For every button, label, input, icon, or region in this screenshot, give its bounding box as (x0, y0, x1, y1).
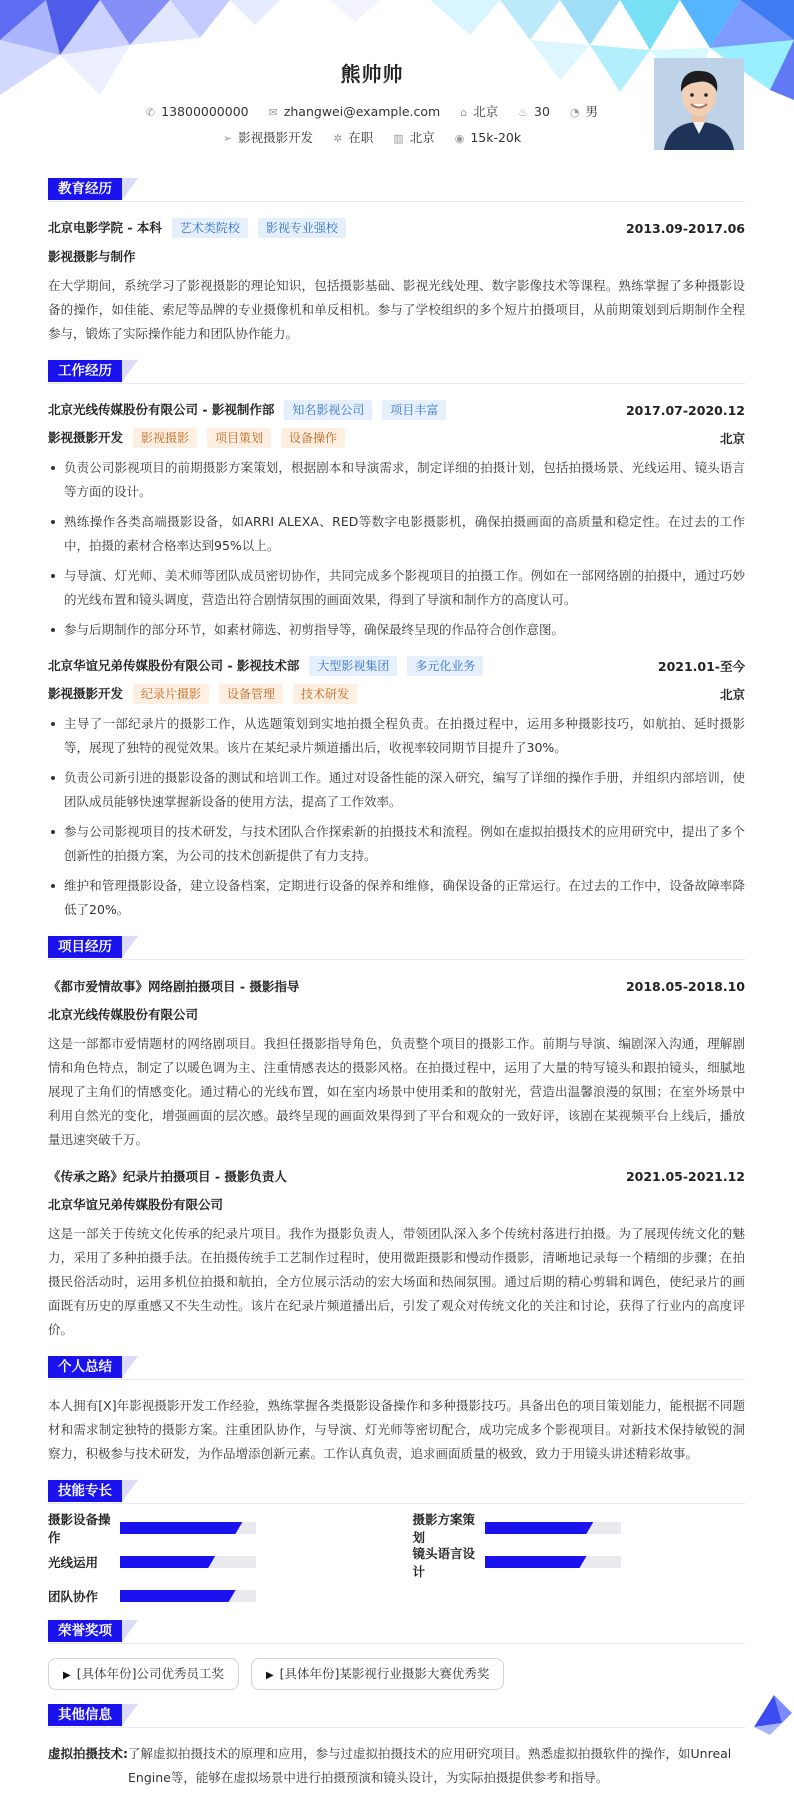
play-icon: ▶ (265, 1670, 274, 1681)
job-city: 北京 (719, 687, 745, 702)
other-info-row (48, 1742, 745, 1790)
status-icon: ✲ (333, 132, 343, 145)
gender-text: 男 (585, 104, 599, 119)
building-icon: ▥ (393, 132, 404, 145)
position-item (223, 128, 313, 146)
skill-tag: 设备操作 (281, 428, 345, 448)
date-range: 2017.07-2020.12 (625, 402, 745, 418)
city-item (393, 128, 434, 146)
skill-bar-fill (120, 1590, 236, 1602)
play-icon: ▶ (63, 1670, 71, 1681)
company-tag: 项目丰富 (382, 400, 446, 420)
skill-tag: 项目策划 (207, 428, 271, 448)
skill-bar (120, 1556, 256, 1568)
company-name: 北京华谊兄弟传媒股份有限公司 - 影视技术部 (48, 658, 300, 673)
email-item (269, 104, 441, 119)
avatar (654, 58, 744, 150)
skills-grid (48, 1512, 745, 1606)
skill-tag: 影视摄影 (133, 428, 197, 448)
salary-icon: ◉ (454, 132, 465, 145)
salary-text: 15k-20k (470, 130, 522, 145)
gender-item (570, 102, 598, 120)
project-entry (48, 1164, 745, 1342)
section-header (48, 936, 745, 960)
skill-bar (485, 1522, 621, 1534)
email-text: zhangwei@example.com (283, 104, 441, 119)
role-row (48, 682, 745, 706)
school-name: 北京电影学院 - 本科 (48, 220, 162, 235)
bullet-item: 熟练操作各类高端摄影设备，如ARRI ALEXA、RED等数字电影摄影机，确保拍摄画面的高质量和稳定性。在过去的工作中，拍摄的素材合格率达到95%以上。 (48, 510, 745, 558)
section-header (48, 178, 745, 202)
status-item (333, 128, 373, 146)
job-bullets (48, 712, 745, 922)
skill-label: 团队协作 (48, 1589, 99, 1604)
city-text: 北京 (409, 130, 435, 145)
resume-header (0, 0, 794, 160)
salary-item (455, 130, 521, 145)
award-item (251, 1658, 504, 1690)
home-icon: ⌂ (460, 106, 468, 119)
skill-bar-fill (120, 1556, 215, 1568)
section-title: 工作经历 (48, 360, 122, 382)
company-name: 北京光线传媒股份有限公司 - 影视制作部 (48, 402, 275, 417)
bullet-item: 负责公司新引进的摄影设备的测试和培训工作。通过对设备性能的深入研究，编写了详细的操作手册，并组织内部培训，使团队成员能够快速掌握新设备的使用方法，提高了工作效率。 (48, 766, 745, 814)
other-info-key: 虚拟拍摄技术: (48, 1746, 128, 1761)
skill-tag: 设备管理 (219, 684, 283, 704)
project-desc: 这是一部都市爱情题材的网络剧项目。我担任摄影指导角色，负责整个项目的摄影工作。前期与导演、编剧深入沟通，理解剧情和角色特点，制定了以暖色调为主、注重情感表达的摄影风格。在拍摄过程中，运用了大量的特写镜头和跟拍镜头，细腻地展现了主角们的情感变化。通过精心的光线布置，如在室内场景中使用柔和的散射光，营造出温馨浪漫的氛围；在室外场景中利用自然光的变化，增强画面的层次感。最终呈现的画面效果得到了平台和观众的一致好评，该剧在某视频平台上线后，播放量迅速突破千万。 (48, 1036, 745, 1147)
skill-label: 光线运用 (48, 1555, 99, 1570)
location-item (460, 102, 498, 120)
job-city: 北京 (719, 431, 745, 446)
honors-section (48, 1620, 745, 1690)
school-tag: 艺术类院校 (172, 218, 248, 238)
candidate-name: 熊帅帅 (340, 62, 404, 86)
location-text: 北京 (473, 104, 499, 119)
mail-icon: ✉ (268, 106, 278, 119)
skill-item (48, 1512, 381, 1545)
role-row (48, 426, 745, 450)
project-header (48, 974, 745, 998)
project-name: 《传承之路》纪录片拍摄项目 - 摄影负责人 (48, 1169, 287, 1184)
job-header (48, 654, 745, 678)
job-bullets (48, 456, 745, 642)
position-text: 影视摄影开发 (238, 130, 314, 145)
major: 影视摄影与制作 (48, 249, 136, 264)
bullet-item: 主导了一部纪录片的摄影工作，从选题策划到实地拍摄全程负责。在拍摄过程中，运用多种摄影技巧，如航拍、延时摄影等，展现了独特的视觉效果。该片在某纪录片频道播出后，收视率较同期节目提升了30%。 (48, 712, 745, 760)
contact-row (0, 102, 744, 120)
date-range: 2013.09-2017.06 (625, 220, 745, 236)
skill-bar (120, 1522, 256, 1534)
date-range: 2021.05-2021.12 (625, 1168, 745, 1184)
project-name: 《都市爱情故事》网络剧拍摄项目 - 摄影指导 (48, 979, 300, 994)
company-tag: 大型影视集团 (309, 656, 397, 676)
major-row (48, 244, 745, 268)
section-header (48, 1620, 745, 1644)
date-range: 2018.05-2018.10 (625, 978, 745, 994)
education-row (48, 216, 745, 240)
skill-label: 摄影方案策划 (412, 1512, 476, 1545)
job-entry (48, 398, 745, 642)
skill-item (412, 1512, 746, 1545)
project-desc: 这是一部关于传统文化传承的纪录片项目。我作为摄影负责人，带领团队深入多个传统村落进行拍摄。为了展现传统文化的魅力，采用了多种拍摄手法。在拍摄传统手工艺制作过程时，使用微距摄影和慢动作摄影，清晰地记录每一个精细的步骤；在拍摄民俗活动时，运用多机位拍摄和航拍，全方位展示活动的宏大场面和热闹氛围。通过后期的精心剪辑和调色，使纪录片的画面既有历史的厚重感又不失生动性。该片在纪录片频道播出后，引发了观众对传统文化的关注和讨论，获得了行业内的高度评价。 (48, 1226, 745, 1337)
section-title: 教育经历 (48, 178, 122, 200)
other-info-value: 了解虚拟拍摄技术的原理和应用，参与过虚拟拍摄技术的应用研究项目。熟悉虚拟拍摄软件的操作，如Unreal Engine等，能够在虚拟场景中进行拍摄预演和镜头设计，为实际拍摄提供参考和指导。 (128, 1746, 732, 1785)
bullet-item: 维护和管理摄影设备，建立设备档案，定期进行设备的保养和维修，确保设备的正常运行。在过去的工作中，设备故障率降低了20%。 (48, 874, 745, 922)
skills-section (48, 1480, 745, 1606)
bullet-item: 与导演、灯光师、美术师等团队成员密切协作，共同完成多个影视项目的拍摄工作。例如在一部网络剧的拍摄中，通过巧妙的光线布置和镜头调度，营造出符合剧情氛围的画面效果，得到了导演和制作方的高度认可。 (48, 564, 745, 612)
avatar-photo (654, 58, 744, 150)
other-section (48, 1704, 745, 1790)
summary-section (48, 1356, 745, 1466)
company-tag: 多元化业务 (407, 656, 483, 676)
skill-bar-fill (485, 1556, 587, 1568)
role-name: 影视摄影开发 (48, 686, 124, 701)
age-icon: ♨ (518, 106, 529, 119)
skill-label: 摄影设备操作 (48, 1512, 111, 1545)
skill-tag: 技术研发 (293, 684, 357, 704)
section-header (48, 1356, 745, 1380)
school-tag: 影视专业强校 (258, 218, 346, 238)
skill-bar (120, 1590, 256, 1602)
work-section (48, 360, 745, 922)
award-label: [具体年份]某影视行业摄影大赛优秀奖 (279, 1666, 490, 1681)
bullet-item: 参与公司影视项目的技术研发，与技术团队合作探索新的拍摄技术和流程。例如在虚拟拍摄技术的应用研究中，提出了多个创新性的拍摄方案，为公司的技术创新提供了有力支持。 (48, 820, 745, 868)
section-title: 个人总结 (48, 1356, 122, 1378)
project-company-row (48, 1002, 745, 1026)
phone-icon: ✆ (145, 106, 156, 119)
summary-text: 本人拥有[X]年影视摄影开发工作经验，熟练掌握各类摄影设备操作和多种摄影技巧。具备出色的项目策划能力，能根据不同题材和需求制定独特的摄影方案。注重团队协作，与导演、灯光师等密切配合，成功完成多个影视项目。对新技术保持敏锐的洞察力，积极参与技术研发，为作品增添创新元素。工作认真负责，追求画面质量的极致，致力于用镜头讲述精彩故事。 (48, 1398, 745, 1461)
projects-section (48, 936, 745, 1342)
education-section (48, 178, 745, 346)
skill-label: 镜头语言设计 (412, 1546, 476, 1579)
education-desc: 在大学期间，系统学习了影视摄影的理论知识，包括摄影基础、影视光线处理、数字影像技术等课程。熟练掌握了多种摄影设备的操作，如佳能、索尼等品牌的专业摄像机和单反相机。参与了学校组织的多个短片拍摄项目，从前期策划到后期制作全程参与，锻炼了实际操作能力和团队协作能力。 (48, 278, 745, 341)
project-header (48, 1164, 745, 1188)
section-header (48, 1480, 745, 1504)
bullet-item: 负责公司影视项目的前期摄影方案策划，根据剧本和导演需求，制定详细的拍摄计划，包括拍摄场景、光线运用、镜头语言等方面的设计。 (48, 456, 745, 504)
job-header (48, 398, 745, 422)
award-item (48, 1658, 239, 1690)
skill-tag: 纪录片摄影 (133, 684, 209, 704)
skill-bar-fill (120, 1522, 242, 1534)
phone-item (146, 104, 249, 119)
status-text: 在职 (348, 130, 374, 145)
gender-icon: ◔ (569, 106, 580, 119)
award-label: [具体年份]公司优秀员工奖 (76, 1666, 224, 1681)
role-name: 影视摄影开发 (48, 430, 124, 445)
section-title: 荣誉奖项 (48, 1620, 122, 1642)
skill-item (48, 1586, 381, 1606)
section-header (48, 360, 745, 384)
age-item (518, 104, 550, 119)
project-company: 北京光线传媒股份有限公司 (48, 1007, 199, 1022)
company-tag: 知名影视公司 (284, 400, 372, 420)
age-text: 30 (534, 104, 550, 119)
section-header (48, 1704, 745, 1728)
skill-item (412, 1546, 746, 1579)
section-title: 其他信息 (48, 1704, 122, 1726)
job-entry (48, 654, 745, 922)
project-entry (48, 974, 745, 1152)
resume-content (48, 178, 745, 1804)
awards-list (48, 1658, 745, 1690)
phone-text: 13800000000 (161, 104, 249, 119)
skill-bar (485, 1556, 621, 1568)
project-company-row (48, 1192, 745, 1216)
section-title: 项目经历 (48, 936, 122, 958)
section-title: 技能专长 (48, 1480, 122, 1502)
bullet-item: 参与后期制作的部分环节，如素材筛选、初剪指导等，确保最终呈现的作品符合创作意图。 (48, 618, 745, 642)
skill-item (48, 1552, 381, 1572)
project-company: 北京华谊兄弟传媒股份有限公司 (48, 1197, 224, 1212)
date-range: 2021.01-至今 (657, 659, 745, 674)
skill-bar-fill (485, 1522, 594, 1534)
intent-row (0, 128, 744, 146)
send-icon: ➢ (222, 132, 233, 145)
